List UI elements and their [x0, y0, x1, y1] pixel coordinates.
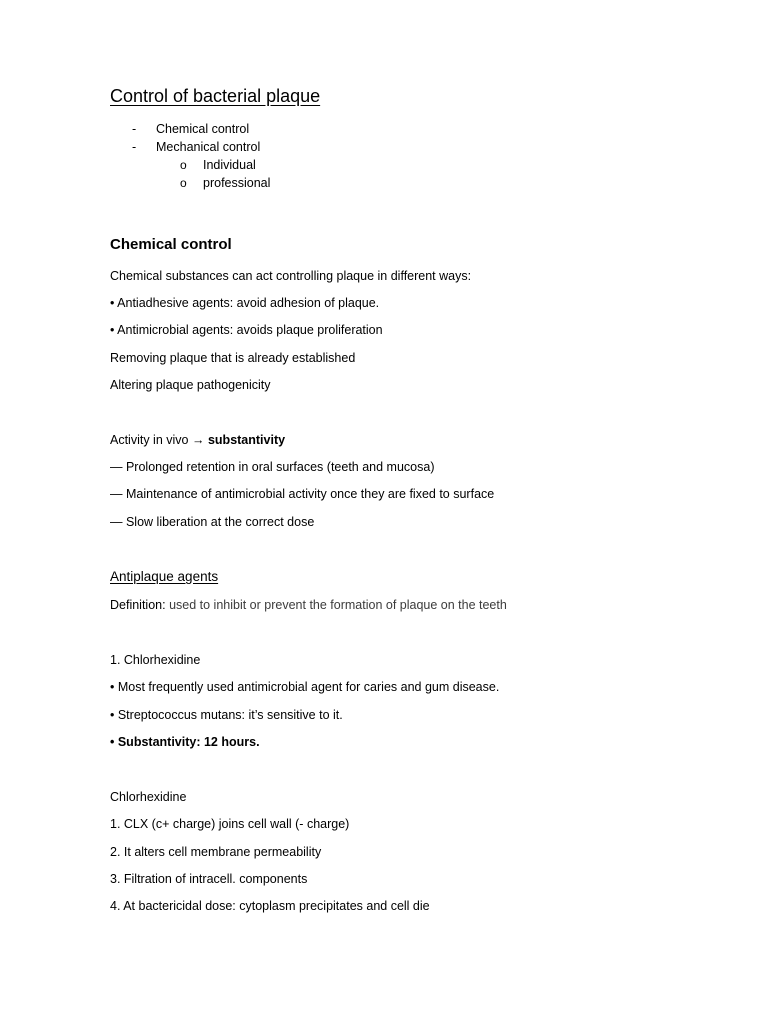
right-arrow-icon: →: [191, 433, 205, 447]
mechanism-step: 1. CLX (c+ charge) joins cell wall (- charge): [110, 817, 350, 831]
chlorhexidine-title: 1. Chlorhexidine: [110, 653, 201, 667]
activity-in-vivo-line: [110, 432, 285, 448]
activity-item: — Maintenance of antimicrobial activity once they are fixed to surface: [110, 487, 495, 501]
definition-label: Definition:: [110, 598, 166, 612]
antimicrobial-bullet: • Antimicrobial agents: avoids plaque proliferation: [110, 323, 383, 337]
activity-item: — Prolonged retention in oral surfaces (teeth and mucosa): [110, 460, 435, 474]
altering-plaque-line: Altering plaque pathogenicity: [110, 378, 271, 392]
antiplaque-agents-heading: Antiplaque agents: [110, 569, 219, 584]
circle-bullet: o: [180, 158, 187, 172]
activity-item: — Slow liberation at the correct dose: [110, 515, 315, 529]
substantivity-term: substantivity: [207, 433, 286, 447]
mechanism-step: 2. It alters cell membrane permeability: [110, 845, 322, 859]
chemical-control-intro: Chemical substances can act controlling plaque in different ways:: [110, 269, 472, 283]
removing-plaque-line: Removing plaque that is already established: [110, 351, 356, 365]
outline-item-label: Mechanical control: [156, 140, 261, 154]
outline-item-label: Individual: [203, 158, 256, 172]
outline-item-label: professional: [203, 176, 271, 190]
document-title: Control of bacterial plaque: [110, 86, 321, 106]
chlorhexidine-bullet: • Streptococcus mutans: it’s sensitive to it.: [110, 708, 343, 722]
outline-item-label: Chemical control: [156, 122, 250, 136]
antiadhesive-bullet: • Antiadhesive agents: avoid adhesion of plaque.: [110, 296, 380, 310]
dash-bullet: -: [132, 122, 137, 136]
chlorhexidine-bullet: • Most frequently used antimicrobial agent for caries and gum disease.: [110, 680, 500, 694]
mechanism-step: 3. Filtration of intracell. components: [110, 872, 308, 886]
definition-text: used to inhibit or prevent the formation of plaque on the teeth: [169, 598, 507, 612]
dash-bullet: -: [132, 140, 137, 154]
definition-line: [110, 597, 507, 613]
chemical-control-heading: Chemical control: [110, 236, 232, 253]
substantivity-bullet: • Substantivity: 12 hours.: [110, 735, 260, 749]
mechanism-step: 4. At bactericidal dose: cytoplasm precipitates and cell die: [110, 899, 430, 913]
circle-bullet: o: [180, 176, 187, 190]
mechanism-title: Chlorhexidine: [110, 790, 187, 804]
activity-label: Activity in vivo: [110, 433, 189, 447]
